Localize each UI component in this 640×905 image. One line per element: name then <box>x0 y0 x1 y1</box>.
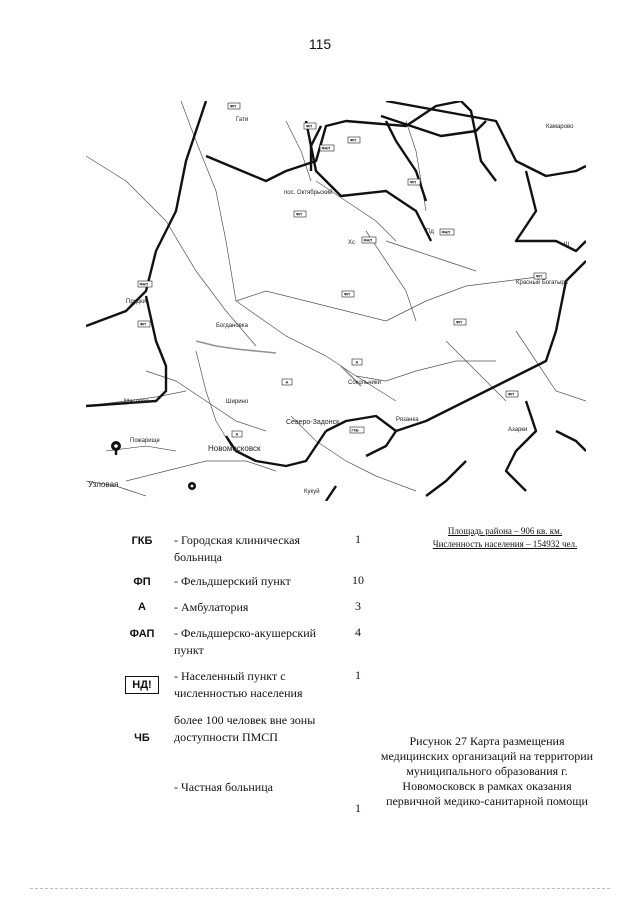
svg-text:ФП: ФП <box>140 322 146 327</box>
map-pin-icon <box>188 482 196 490</box>
footer-divider <box>30 888 610 889</box>
legend-desc-nd-cont: более 100 человек вне зоны доступности ПМСП <box>174 713 316 744</box>
ambulatory-marker <box>352 359 362 365</box>
legend-desc-nd: - Населенный пункт с численностью населения <box>174 669 303 700</box>
svg-text:ГКБ: ГКБ <box>351 428 359 433</box>
legend-desc-a: - Амбулатория <box>174 600 249 614</box>
svg-text:А: А <box>285 380 289 385</box>
ambulatory-marker <box>232 431 242 437</box>
settlement-label: Пд <box>426 229 434 235</box>
svg-text:А: А <box>235 432 239 437</box>
map-canvas <box>86 101 586 501</box>
nd-badge: НД! <box>125 676 158 694</box>
fp-marker <box>304 123 316 129</box>
fp-marker <box>454 319 466 325</box>
svg-text:ФП: ФП <box>508 392 514 397</box>
svg-text:ФП: ФП <box>344 292 350 297</box>
legend-desc-fp: - Фельдшерский пункт <box>174 574 291 588</box>
settlement-label: Богдановка <box>216 323 248 329</box>
figure-caption: Рисунок 27 Карта размещения медицинских организаций на территории муниципального образования г. Новомосковск в рамках оказания первичной медико-санитарной помощи <box>380 734 594 808</box>
legend-count-gkb: 1 <box>355 532 361 546</box>
gkb-marker <box>350 427 364 433</box>
svg-text:ФП: ФП <box>230 104 236 109</box>
settlement-label: Ш <box>564 242 570 248</box>
settlement-label: Азарки <box>508 427 528 433</box>
settlement-label: Пожарище <box>130 438 160 444</box>
legend-code-fp: ФП <box>133 576 151 588</box>
area-text: Площадь района – 906 кв. км. <box>447 526 563 536</box>
settlement-label: Новомосковск <box>208 444 261 453</box>
settlement-label: Камарово <box>546 124 574 130</box>
svg-text:ФАП: ФАП <box>139 282 149 287</box>
district-map <box>86 101 586 501</box>
fp-marker <box>408 179 420 185</box>
fp-marker <box>294 211 306 217</box>
population-text: Численность населения – 154932 чел. <box>432 539 578 549</box>
legend-code-nd <box>108 676 176 694</box>
fp-marker <box>348 137 360 143</box>
legend-count-chb: 1 <box>355 801 361 815</box>
settlement-label: пос. Октябрьский <box>284 190 333 196</box>
fap-marker <box>440 229 454 235</box>
settlement-label: Узловая <box>88 480 119 489</box>
svg-text:ФП: ФП <box>410 180 416 185</box>
legend-count-fap: 4 <box>355 625 361 639</box>
fap-marker <box>362 237 376 243</box>
map-pin-icon <box>111 441 121 455</box>
fap-marker <box>138 281 152 287</box>
fp-marker <box>228 103 240 109</box>
svg-text:ФП: ФП <box>350 138 356 143</box>
svg-text:ФП: ФП <box>456 320 462 325</box>
settlement-label: Рязанка <box>396 417 419 423</box>
svg-text:ФАП: ФАП <box>441 230 451 235</box>
fp-marker <box>534 273 546 279</box>
settlement-label: Красный Богатырь <box>516 280 568 286</box>
svg-text:ФАП: ФАП <box>321 146 331 151</box>
fap-marker <box>320 145 334 151</box>
svg-text:ФП: ФП <box>536 274 542 279</box>
settlement-label: Северо-Задонск <box>286 419 340 426</box>
legend-desc-gkb: - Городская клиническая больница <box>174 533 301 564</box>
river-texture <box>196 341 361 386</box>
settlement-label: Прудки <box>126 299 146 305</box>
fp-marker <box>138 321 150 327</box>
district-stats <box>410 525 600 551</box>
svg-text:ФП: ФП <box>296 212 302 217</box>
fp-marker <box>342 291 354 297</box>
legend-desc-chb: - Частная больница <box>174 780 273 794</box>
page-number: 115 <box>308 36 332 52</box>
settlement-label: Кукуй <box>304 489 320 495</box>
legend-code-gkb: ГКБ <box>131 535 153 547</box>
settlement-label: Сокольники <box>348 380 381 386</box>
legend-count-nd: 1 <box>355 668 361 682</box>
legend-count-a: 3 <box>355 599 361 613</box>
district-boundary <box>86 101 586 501</box>
legend-code-fap: ФАП <box>129 628 155 640</box>
svg-text:А: А <box>355 360 359 365</box>
legend-desc-fap: - Фельдшерско-акушерский пункт <box>174 626 317 657</box>
settlement-label: Хс <box>348 240 356 246</box>
legend-code-chb: ЧБ <box>134 732 150 744</box>
ambulatory-marker <box>282 379 292 385</box>
settlement-label: Гати <box>236 117 249 123</box>
legend-count-fp: 10 <box>352 573 364 587</box>
legend-code-a: А <box>138 601 146 613</box>
svg-text:ФАП: ФАП <box>363 238 373 243</box>
settlement-label: Маслово <box>124 399 149 405</box>
svg-text:ФП: ФП <box>306 124 312 129</box>
fp-marker <box>506 391 518 397</box>
settlement-label: Ширино <box>226 399 249 405</box>
